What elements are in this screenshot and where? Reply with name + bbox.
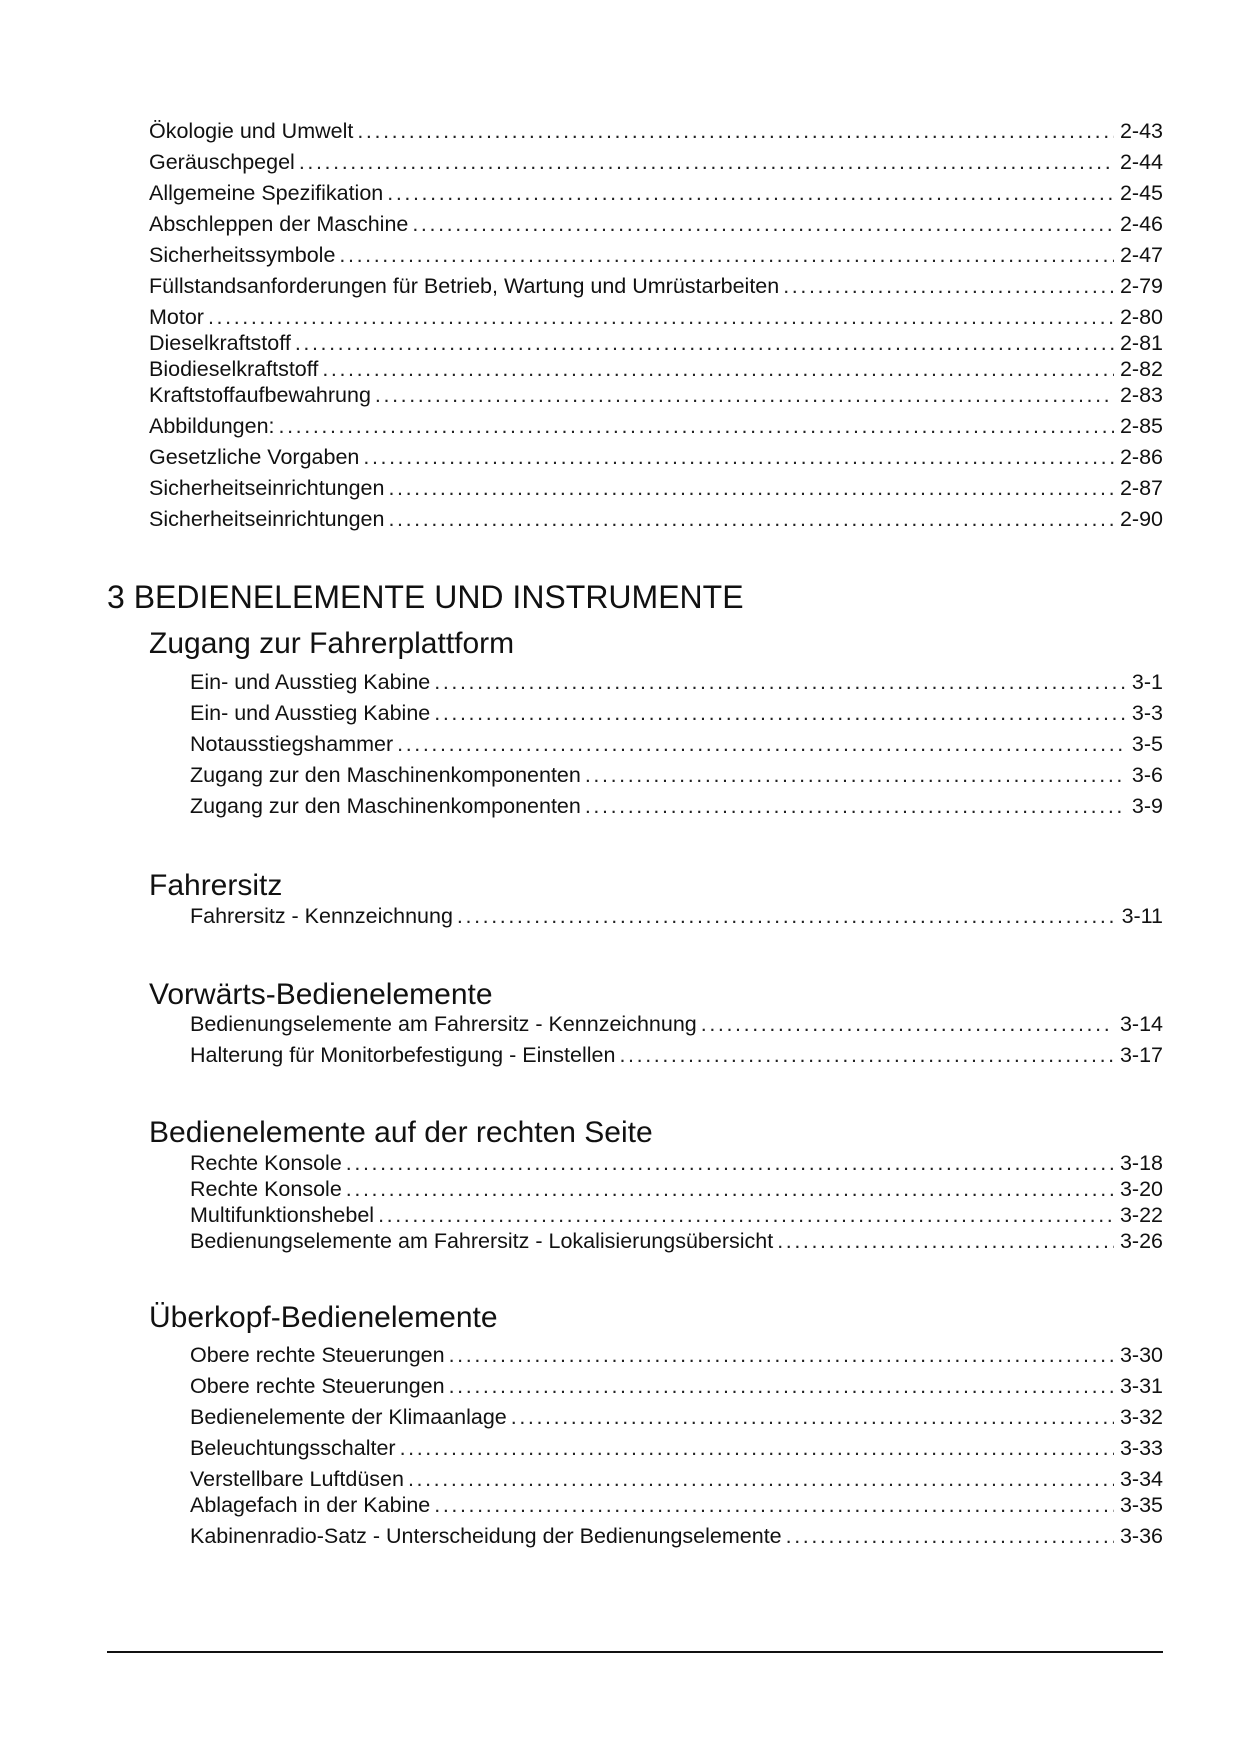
dot-leader — [375, 382, 1114, 408]
entry-label: Kraftstoffaufbewahrung — [149, 383, 371, 407]
dot-leader — [299, 149, 1114, 175]
entry-label: Ein- und Ausstieg Kabine — [190, 670, 431, 694]
dot-leader — [387, 180, 1114, 206]
entry-page: 2-90 — [1119, 507, 1163, 531]
toc-entry[interactable] — [190, 1011, 1163, 1037]
dot-leader — [585, 762, 1126, 788]
entry-page: 3-9 — [1131, 794, 1163, 818]
entry-page: 2-81 — [1119, 331, 1163, 355]
toc-entry[interactable] — [190, 1466, 1163, 1492]
entry-page: 2-47 — [1119, 243, 1163, 267]
toc-entry[interactable] — [190, 1228, 1163, 1254]
toc-entry[interactable] — [190, 669, 1163, 695]
entry-label: Ein- und Ausstieg Kabine — [190, 701, 431, 725]
toc-entry[interactable] — [149, 444, 1163, 470]
chapter-title: 3 BEDIENELEMENTE UND INSTRUMENTE — [107, 579, 744, 615]
entry-label: Geräuschpegel — [149, 150, 295, 174]
entry-label: Füllstandsanforderungen für Betrieb, Wartung und Umrüstarbeiten — [149, 274, 780, 298]
entry-page: 3-34 — [1119, 1467, 1163, 1491]
section-title: Fahrersitz — [149, 869, 283, 902]
toc-entry[interactable] — [149, 413, 1163, 439]
toc-entry[interactable] — [190, 1435, 1163, 1461]
toc-entry[interactable] — [190, 1492, 1163, 1518]
entry-page: 3-22 — [1119, 1203, 1163, 1227]
dot-leader — [322, 356, 1114, 382]
entry-label: Sicherheitseinrichtungen — [149, 507, 385, 531]
toc-entry[interactable] — [190, 1523, 1163, 1549]
dot-leader — [701, 1011, 1114, 1037]
entry-page: 2-85 — [1119, 414, 1163, 438]
entry-label: Obere rechte Steuerungen — [190, 1374, 445, 1398]
toc-entry[interactable] — [149, 382, 1163, 408]
dot-leader — [279, 413, 1114, 439]
dot-leader — [388, 475, 1114, 501]
entry-label: Bedienungselemente am Fahrersitz - Lokalisierungsübersicht — [190, 1229, 774, 1253]
entry-page: 3-11 — [1121, 904, 1163, 928]
entry-page: 2-86 — [1119, 445, 1163, 469]
entry-page: 3-20 — [1119, 1177, 1163, 1201]
toc-entry[interactable] — [149, 149, 1163, 175]
dot-leader — [339, 242, 1114, 268]
entry-page: 3-18 — [1119, 1151, 1163, 1175]
entry-page: 2-83 — [1119, 383, 1163, 407]
entry-label: Fahrersitz - Kennzeichnung — [190, 904, 453, 928]
toc-entry[interactable] — [190, 793, 1163, 819]
dot-leader — [357, 118, 1114, 144]
dot-leader — [346, 1150, 1114, 1176]
entry-label: Rechte Konsole — [190, 1151, 342, 1175]
toc-entry[interactable] — [190, 1042, 1163, 1068]
entry-label: Zugang zur den Maschinenkomponenten — [190, 794, 581, 818]
toc-entry[interactable] — [190, 1150, 1163, 1176]
entry-label: Bedienelemente der Klimaanlage — [190, 1405, 507, 1429]
entry-page: 3-35 — [1119, 1493, 1163, 1517]
entry-page: 3-33 — [1119, 1436, 1163, 1460]
toc-entry[interactable] — [190, 1202, 1163, 1228]
entry-page: 3-14 — [1119, 1012, 1163, 1036]
dot-leader — [434, 669, 1126, 695]
entry-label: Motor — [149, 305, 204, 329]
toc-entry[interactable] — [149, 475, 1163, 501]
dot-leader — [449, 1373, 1114, 1399]
toc-entry[interactable] — [149, 273, 1163, 299]
entry-page: 3-32 — [1119, 1405, 1163, 1429]
dot-leader — [434, 700, 1126, 726]
toc-entry[interactable] — [149, 118, 1163, 144]
toc-entry[interactable] — [190, 1373, 1163, 1399]
toc-entry[interactable] — [190, 762, 1163, 788]
dot-leader — [408, 1466, 1114, 1492]
toc-entry[interactable] — [190, 1342, 1163, 1368]
toc-entry[interactable] — [149, 330, 1163, 356]
entry-label: Obere rechte Steuerungen — [190, 1343, 445, 1367]
entry-label: Bedienungselemente am Fahrersitz - Kennzeichnung — [190, 1012, 697, 1036]
dot-leader — [378, 1202, 1114, 1228]
entry-page: 2-87 — [1119, 476, 1163, 500]
entry-label: Gesetzliche Vorgaben — [149, 445, 360, 469]
entry-page: 3-26 — [1119, 1229, 1163, 1253]
toc-entry[interactable] — [149, 211, 1163, 237]
entry-label: Sicherheitseinrichtungen — [149, 476, 385, 500]
entry-page: 2-80 — [1119, 305, 1163, 329]
entry-page: 2-43 — [1119, 119, 1163, 143]
toc-entry[interactable] — [190, 700, 1163, 726]
entry-page: 2-45 — [1119, 181, 1163, 205]
dot-leader — [777, 1228, 1114, 1254]
dot-leader — [434, 1492, 1114, 1518]
entry-label: Rechte Konsole — [190, 1177, 342, 1201]
section-title: Vorwärts-Bedienelemente — [149, 978, 493, 1011]
dot-leader — [786, 1523, 1114, 1549]
entry-label: Zugang zur den Maschinenkomponenten — [190, 763, 581, 787]
dot-leader — [511, 1404, 1114, 1430]
entry-label: Ablagefach in der Kabine — [190, 1493, 431, 1517]
toc-entry[interactable] — [149, 506, 1163, 532]
toc-entry[interactable] — [190, 731, 1163, 757]
entry-page: 3-30 — [1119, 1343, 1163, 1367]
dot-leader — [397, 731, 1126, 757]
entry-page: 3-31 — [1119, 1374, 1163, 1398]
toc-entry[interactable] — [190, 1404, 1163, 1430]
toc-entry[interactable] — [190, 903, 1163, 929]
entry-page: 3-1 — [1131, 670, 1163, 694]
entry-label: Beleuchtungsschalter — [190, 1436, 396, 1460]
toc-entry[interactable] — [149, 356, 1163, 382]
entry-page: 3-3 — [1131, 701, 1163, 725]
dot-leader — [388, 506, 1114, 532]
toc-entry[interactable] — [190, 1176, 1163, 1202]
entry-page: 2-79 — [1119, 274, 1163, 298]
dot-leader — [619, 1042, 1113, 1068]
entry-page: 3-6 — [1131, 763, 1163, 787]
dot-leader — [346, 1176, 1114, 1202]
entry-page: 3-5 — [1131, 732, 1163, 756]
footer-divider — [107, 1651, 1163, 1653]
entry-page: 2-44 — [1119, 150, 1163, 174]
entry-page: 2-46 — [1119, 212, 1163, 236]
entry-label: Kabinenradio-Satz - Unterscheidung der Bedienungselemente — [190, 1524, 782, 1548]
dot-leader — [457, 903, 1116, 929]
entry-page: 2-82 — [1119, 357, 1163, 381]
entry-label: Halterung für Monitorbefestigung - Einstellen — [190, 1043, 616, 1067]
entry-label: Ökologie und Umwelt — [149, 119, 354, 143]
toc-entry[interactable] — [149, 242, 1163, 268]
dot-leader — [363, 444, 1114, 470]
entry-label: Biodieselkraftstoff — [149, 357, 319, 381]
dot-leader — [783, 273, 1114, 299]
entry-label: Multifunktionshebel — [190, 1203, 375, 1227]
toc-entry[interactable] — [149, 304, 1163, 330]
toc-entry[interactable] — [149, 180, 1163, 206]
section-title: Überkopf-Bedienelemente — [149, 1301, 498, 1334]
dot-leader — [400, 1435, 1114, 1461]
dot-leader — [585, 793, 1126, 819]
section-title: Bedienelemente auf der rechten Seite — [149, 1116, 653, 1149]
entry-label: Abbildungen: — [149, 414, 275, 438]
entry-label: Sicherheitssymbole — [149, 243, 336, 267]
dot-leader — [412, 211, 1114, 237]
section-title: Zugang zur Fahrerplattform — [149, 627, 515, 660]
dot-leader — [295, 330, 1114, 356]
entry-page: 3-36 — [1119, 1524, 1163, 1548]
dot-leader — [208, 304, 1114, 330]
entry-page: 3-17 — [1119, 1043, 1163, 1067]
dot-leader — [449, 1342, 1114, 1368]
entry-label: Notausstiegshammer — [190, 732, 394, 756]
entry-label: Dieselkraftstoff — [149, 331, 291, 355]
entry-label: Allgemeine Spezifikation — [149, 181, 384, 205]
entry-label: Abschleppen der Maschine — [149, 212, 409, 236]
entry-label: Verstellbare Luftdüsen — [190, 1467, 404, 1491]
